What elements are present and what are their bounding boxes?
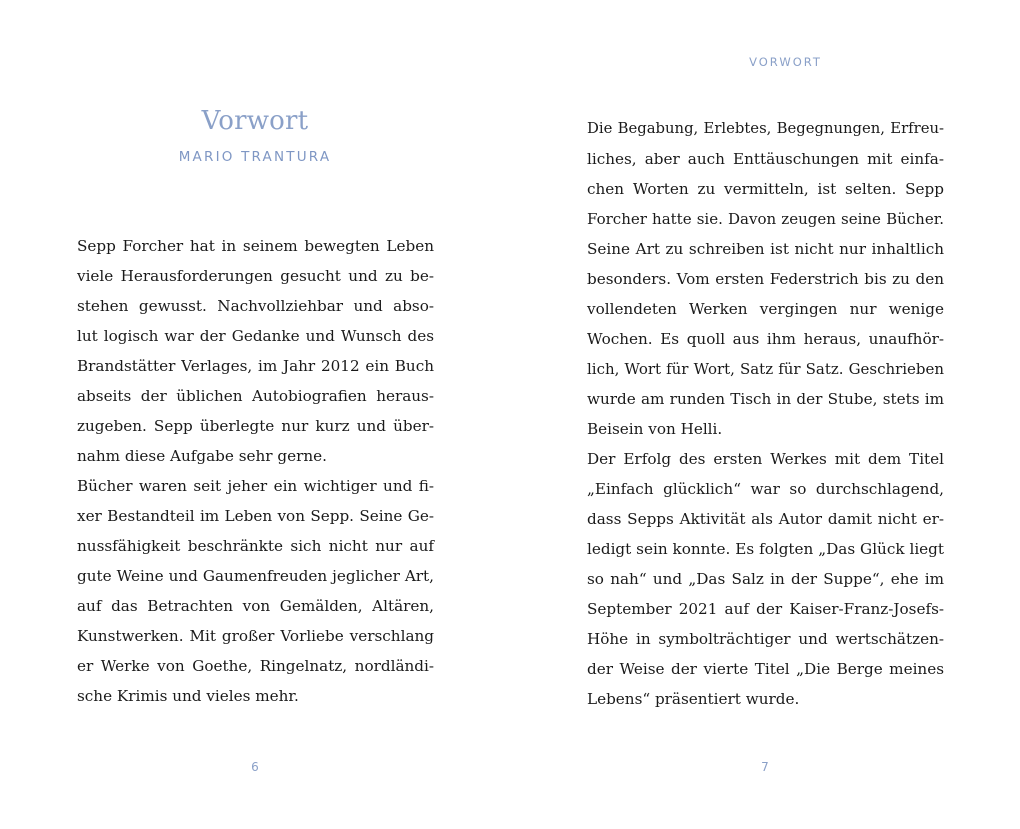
text-line: September 2021 auf der Kaiser-Franz-Josefs-	[587, 600, 944, 618]
text-line: abseits der üblichen Autobiografien heraus-	[77, 387, 434, 405]
text-line: so nah“ und „Das Salz in der Suppe“, ehe im	[587, 570, 944, 588]
text-line: ledigt sein konnte. Es folgten „Das Glück liegt	[587, 540, 944, 558]
text-line: besonders. Vom ersten Federstrich bis zu den	[587, 270, 944, 288]
text-line: xer Bestandteil im Leben von Sepp. Seine Ge-	[77, 507, 434, 525]
text-line: Lebens“ präsentiert wurde.	[587, 690, 800, 708]
text-line: vollendeten Werken vergingen nur wenige	[587, 300, 944, 318]
text-line: chen Worten zu vermitteln, ist selten. Sepp	[587, 180, 944, 198]
text-line: auf das Betrachten von Gemälden, Altären,	[77, 597, 434, 615]
chapter-title: Vorwort	[201, 106, 309, 136]
page-number-left: 6	[251, 760, 259, 774]
text-line: nussfähigkeit beschränkte sich nicht nur auf	[77, 537, 434, 555]
text-line: lut logisch war der Gedanke und Wunsch des	[77, 327, 434, 345]
text-line: Sepp Forcher hat in seinem bewegten Leben	[77, 237, 434, 255]
text-line: nahm diese Aufgabe sehr gerne.	[77, 447, 327, 465]
text-line: Forcher hatte sie. Davon zeugen seine Bücher.	[587, 210, 944, 228]
text-line: Beisein von Helli.	[587, 420, 723, 438]
right-page	[510, 0, 1020, 829]
text-line: zugeben. Sepp überlegte nur kurz und über-	[77, 417, 434, 435]
right-body-text	[587, 114, 944, 714]
text-line: Der Erfolg des ersten Werkes mit dem Titel	[587, 450, 944, 468]
chapter-author: MARIO TRANTURA	[178, 149, 332, 165]
text-line: dass Sepps Aktivität als Autor damit nicht er-	[587, 510, 944, 528]
text-line: Kunstwerken. Mit großer Vorliebe verschlang	[77, 627, 434, 645]
text-line: Seine Art zu schreiben ist nicht nur inhaltlich	[587, 240, 944, 258]
running-head: VORWORT	[749, 55, 822, 69]
text-line: Die Begabung, Erlebtes, Begegnungen, Erfreu-	[587, 120, 944, 137]
text-line: Wochen. Es quoll aus ihm heraus, unaufhör-	[587, 330, 944, 348]
text-line: gute Weine und Gaumenfreuden jeglicher Art,	[77, 567, 434, 585]
left-body-text	[77, 231, 434, 711]
text-line: sche Krimis und vieles mehr.	[77, 687, 299, 705]
text-line: lich, Wort für Wort, Satz für Satz. Geschrieben	[587, 360, 944, 378]
text-line: liches, aber auch Enttäuschungen mit einfa-	[587, 150, 944, 168]
text-line: er Werke von Goethe, Ringelnatz, nordländi-	[77, 657, 434, 675]
page-number-right: 7	[761, 760, 769, 774]
text-line: „Einfach glücklich“ war so durchschlagend,	[587, 480, 944, 498]
text-line: viele Herausforderungen gesucht und zu be-	[77, 267, 434, 285]
text-line: stehen gewusst. Nachvollziehbar und abso-	[77, 297, 434, 315]
text-line: Bücher waren seit jeher ein wichtiger und fi-	[77, 477, 434, 495]
text-line: Brandstätter Verlages, im Jahr 2012 ein Buch	[77, 357, 434, 375]
text-line: Höhe in symbolträchtiger und wertschätzen-	[587, 630, 944, 648]
text-line: wurde am runden Tisch in der Stube, stets im	[587, 390, 944, 408]
text-line: der Weise der vierte Titel „Die Berge meines	[587, 660, 944, 678]
